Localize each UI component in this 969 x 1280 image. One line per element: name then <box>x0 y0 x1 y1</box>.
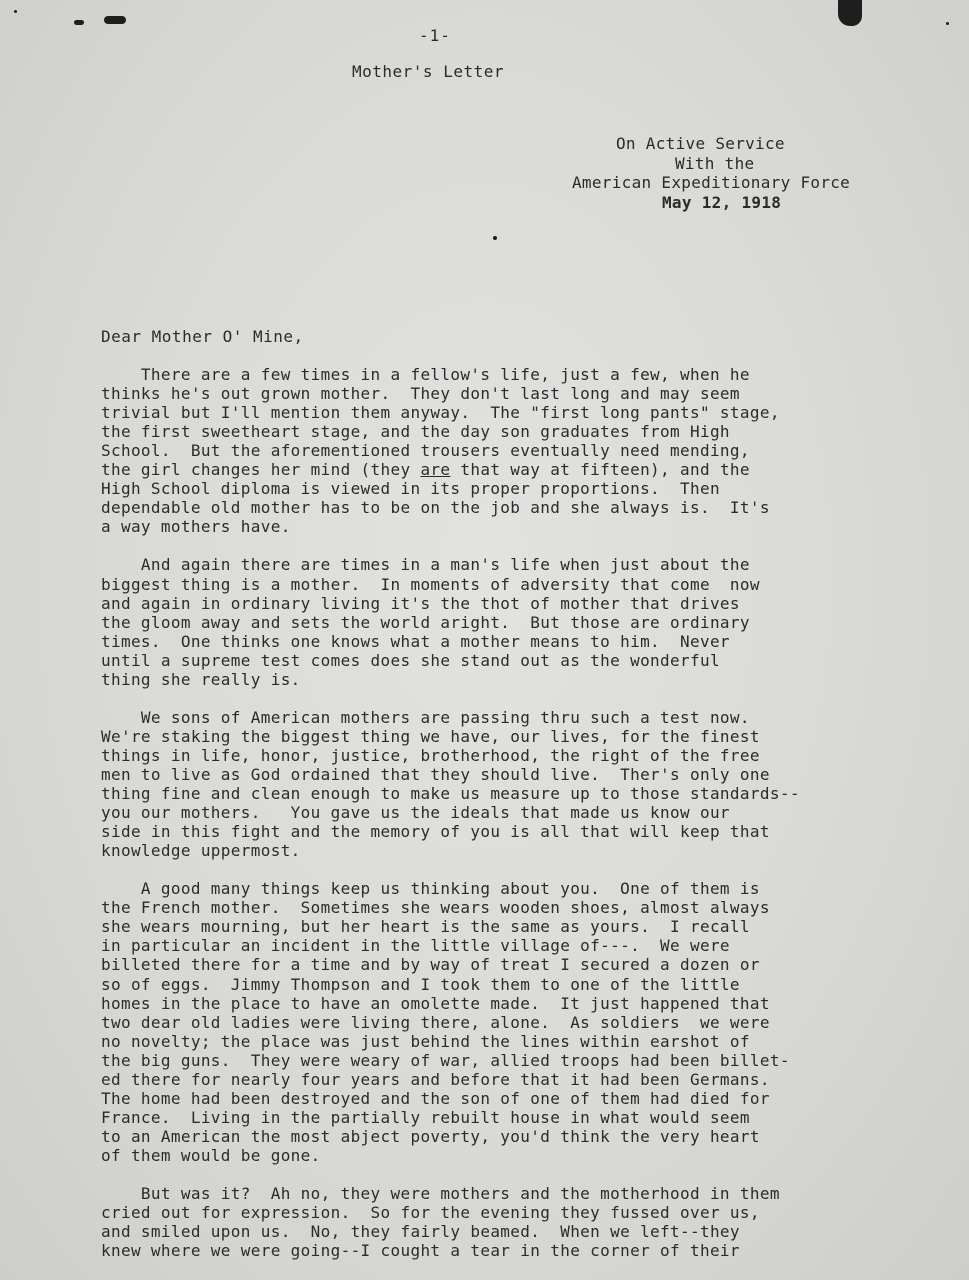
text-line: men to live as God ordained that they should live. Ther's only one <box>101 764 770 784</box>
scan-mark-top-left-2 <box>104 16 126 24</box>
scan-dot-right <box>946 22 949 25</box>
document-title: Mother's Letter <box>352 62 504 81</box>
text-line: in particular an incident in the little village of---. We were <box>101 936 730 956</box>
text-line: you our mothers. You gave us the ideals that made us know our <box>101 803 730 823</box>
text-line: knew where we were going--I cought a tear in the corner of their <box>101 1241 740 1261</box>
text-line: two dear old ladies were living there, alone. As soldiers we were <box>101 1012 770 1032</box>
text-line: We sons of American mothers are passing thru such a test now. <box>101 707 750 727</box>
text-line: times. One thinks one knows what a mother means to him. Never <box>101 631 730 651</box>
text-line: France. Living in the partially rebuilt house in what would seem <box>101 1107 750 1127</box>
letter-heading <box>572 134 850 212</box>
text-line: knowledge uppermost. <box>101 841 301 861</box>
underlined-word: are <box>420 460 451 480</box>
text-line: the gloom away and sets the world aright. But those are ordinary <box>101 612 750 632</box>
paragraph-2 <box>101 555 921 688</box>
text-line: of them would be gone. <box>101 1145 321 1165</box>
scan-mark-top-right <box>838 0 862 26</box>
text-line: a way mothers have. <box>101 517 291 537</box>
text-line: But was it? Ah no, they were mothers and the motherhood in them <box>101 1184 780 1204</box>
text-line: ed there for nearly four years and before that it had been Germans. <box>101 1069 770 1089</box>
text-line: things in life, honor, justice, brotherhood, the right of the free <box>101 745 760 765</box>
text-line: We're staking the biggest thing we have, our lives, for the finest <box>101 726 760 746</box>
page-number: -1- <box>419 26 451 45</box>
text-line: thinks he's out grown mother. They don't last long and may seem <box>101 384 740 404</box>
text-line: side in this fight and the memory of you is all that will keep that <box>101 822 770 842</box>
text-line: the first sweetheart stage, and the day son graduates from High <box>101 422 730 442</box>
heading-line-1: On Active Service <box>616 134 785 153</box>
text-line: thing she really is. <box>101 669 301 689</box>
text-line: School. But the aforementioned trousers eventually need mending, <box>101 441 750 461</box>
text-line: thing fine and clean enough to make us measure up to those standards-- <box>101 784 800 804</box>
text-line: and again in ordinary living it's the thot of mother that drives <box>101 593 740 613</box>
text-line: and smiled upon us. No, they fairly beamed. When we left--they <box>101 1222 740 1242</box>
text-line: A good many things keep us thinking about you. One of them is <box>101 879 760 899</box>
text-line: There are a few times in a fellow's life, just a few, when he <box>101 365 750 384</box>
text-line: homes in the place to have an omolette made. It just happened that <box>101 993 770 1013</box>
paragraph-1 <box>101 365 921 536</box>
text-line: the girl changes her mind (they are that way at fifteen), and the <box>101 460 750 480</box>
text-line: dependable old mother has to be on the job and she always is. It's <box>101 498 770 518</box>
scan-dot-center <box>493 236 497 240</box>
letter-body <box>101 365 921 1279</box>
text-line: The home had been destroyed and the son of one of them had died for <box>101 1088 770 1108</box>
text-line: so of eggs. Jimmy Thompson and I took them to one of the little <box>101 974 740 994</box>
paragraph-4 <box>101 879 921 1165</box>
salutation: Dear Mother O' Mine, <box>101 327 304 346</box>
paragraph-3 <box>101 708 921 860</box>
scan-mark-top-left <box>74 20 84 25</box>
text-line: biggest thing is a mother. In moments of adversity that come now <box>101 574 760 594</box>
text-line: the French mother. Sometimes she wears wooden shoes, almost always <box>101 898 770 918</box>
text-line: trivial but I'll mention them anyway. The "first long pants" stage, <box>101 403 780 423</box>
text-line: the big guns. They were weary of war, allied troops had been billet- <box>101 1050 790 1070</box>
text-line: to an American the most abject poverty, you'd think the very heart <box>101 1126 760 1146</box>
text-line: she wears mourning, but her heart is the same as yours. I recall <box>101 917 750 937</box>
text-line: High School diploma is viewed in its proper proportions. Then <box>101 479 720 499</box>
heading-line-2: With the <box>675 153 755 173</box>
text-line: cried out for expression. So for the evening they fussed over us, <box>101 1203 760 1223</box>
text-line: billeted there for a time and by way of treat I secured a dozen or <box>101 955 760 975</box>
letter-date: May 12, 1918 <box>662 192 782 212</box>
scan-dot-left <box>14 10 17 13</box>
paragraph-5 <box>101 1184 921 1260</box>
text-line: And again there are times in a man's life when just about the <box>101 555 750 575</box>
text-line: until a supreme test comes does she stand out as the wonderful <box>101 650 720 670</box>
heading-line-3: American Expeditionary Force <box>572 173 851 192</box>
text-line: no novelty; the place was just behind the lines within earshot of <box>101 1031 750 1051</box>
